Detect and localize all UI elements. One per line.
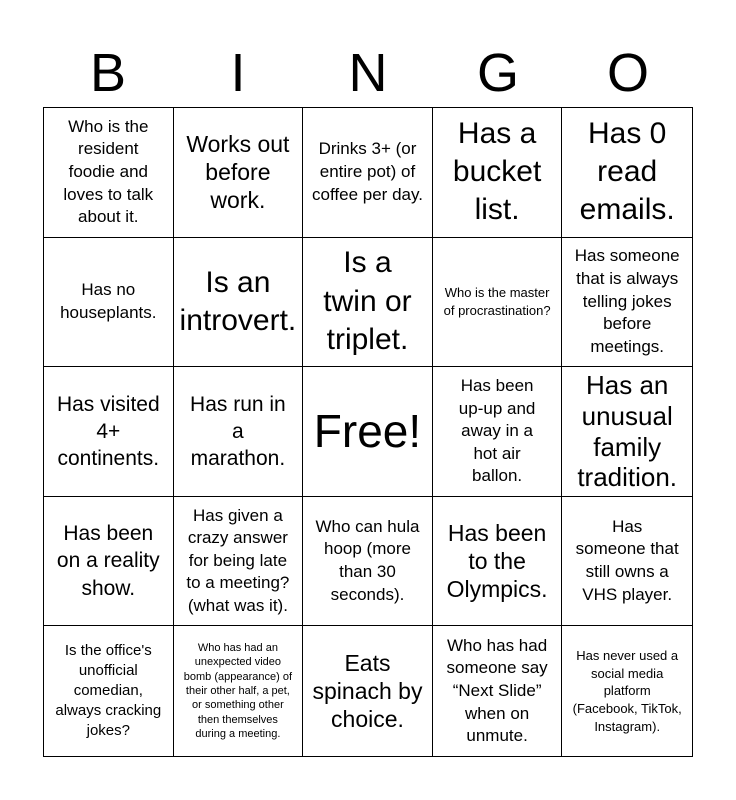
bingo-cell-r2-c2[interactable] [174, 238, 304, 368]
bingo-cell-r4-c1[interactable] [44, 497, 174, 627]
bingo-cell-r1-c5[interactable] [562, 108, 692, 238]
cell-text: Has never used a social media platform (Facebook, TikTok, Instagram). [572, 648, 682, 734]
bingo-cell-r1-c3[interactable] [303, 108, 433, 238]
cell-text: Has someone that still owns a VHS player. [575, 516, 679, 604]
bingo-cell-r3-c4[interactable] [433, 367, 563, 497]
header-letter-b: B [89, 43, 127, 103]
cell-text: Has given a crazy answer for being late to a meeting? (what was it). [186, 505, 290, 615]
cell-text: Is an introvert. [179, 265, 297, 337]
cell-text: Drinks 3+ (or entire pot) of coffee per day. [312, 139, 423, 204]
cell-text: Has a bucket list. [452, 116, 542, 227]
cell-text: Is the office's unofficial comedian, always cracking jokes? [55, 642, 162, 740]
header-letter-i: I [230, 43, 246, 103]
bingo-cell-r5-c1[interactable] [44, 626, 174, 756]
bingo-cell-r4-c3[interactable] [303, 497, 433, 627]
bingo-cell-r2-c4[interactable] [433, 238, 563, 368]
cell-text: Has no houseplants. [60, 280, 157, 322]
bingo-cell-r2-c5[interactable] [562, 238, 692, 368]
cell-text: Has run in a marathon. [190, 392, 286, 471]
cell-text: Who has had an unexpected video bomb (appearance) of their other half, a pet, or something other then themselves during a meeting. [183, 642, 292, 740]
bingo-cell-r2-c1[interactable] [44, 238, 174, 368]
cell-text: Works out before work. [186, 131, 290, 214]
bingo-cell-r5-c5[interactable] [562, 626, 692, 756]
bingo-cell-r5-c2[interactable] [174, 626, 304, 756]
cell-text: Who can hula hoop (more than 30 seconds). [315, 516, 420, 604]
cell-text: Is a twin or triplet. [323, 246, 412, 357]
bingo-cell-r3-c2[interactable] [174, 367, 304, 497]
cell-text: Has someone that is always telling jokes before meetings. [574, 246, 680, 356]
bingo-cell-r3-c1[interactable] [44, 367, 174, 497]
bingo-cell-free[interactable] [303, 367, 433, 497]
bingo-cell-r5-c3[interactable] [303, 626, 433, 756]
bingo-cell-r4-c4[interactable] [433, 497, 563, 627]
bingo-cell-r1-c4[interactable] [433, 108, 563, 238]
bingo-cell-r1-c2[interactable] [174, 108, 304, 238]
header-letter-g: G [476, 43, 519, 103]
bingo-cell-r5-c4[interactable] [433, 626, 563, 756]
free-space-text: Free! [313, 405, 422, 458]
bingo-cell-r2-c3[interactable] [303, 238, 433, 368]
header-letter-o: O [606, 43, 649, 103]
header-letter-n: N [348, 43, 388, 103]
bingo-cell-r4-c5[interactable] [562, 497, 692, 627]
cell-text: Has visited 4+ continents. [56, 392, 160, 471]
cell-text: Who is the resident foodie and loves to talk about it. [63, 116, 154, 227]
bingo-cell-r1-c1[interactable] [44, 108, 174, 238]
cell-text: Has 0 read emails. [579, 116, 675, 227]
cell-text: Has an unusual family tradition. [577, 370, 678, 493]
cell-text: Who has had someone say “Next Slide” when on unmute. [446, 635, 548, 746]
bingo-header [43, 40, 693, 106]
cell-text: Eats spinach by choice. [312, 650, 423, 733]
bingo-cell-r4-c2[interactable] [174, 497, 304, 627]
cell-text: Has been to the Olympics. [446, 520, 548, 603]
cell-text: Who is the master of procrastination? [443, 285, 551, 318]
bingo-board [43, 107, 693, 757]
cell-text: Has been up-up and away in a hot air ballon. [458, 375, 536, 486]
bingo-cell-r3-c5[interactable] [562, 367, 692, 497]
cell-text: Has been on a reality show. [56, 522, 160, 600]
